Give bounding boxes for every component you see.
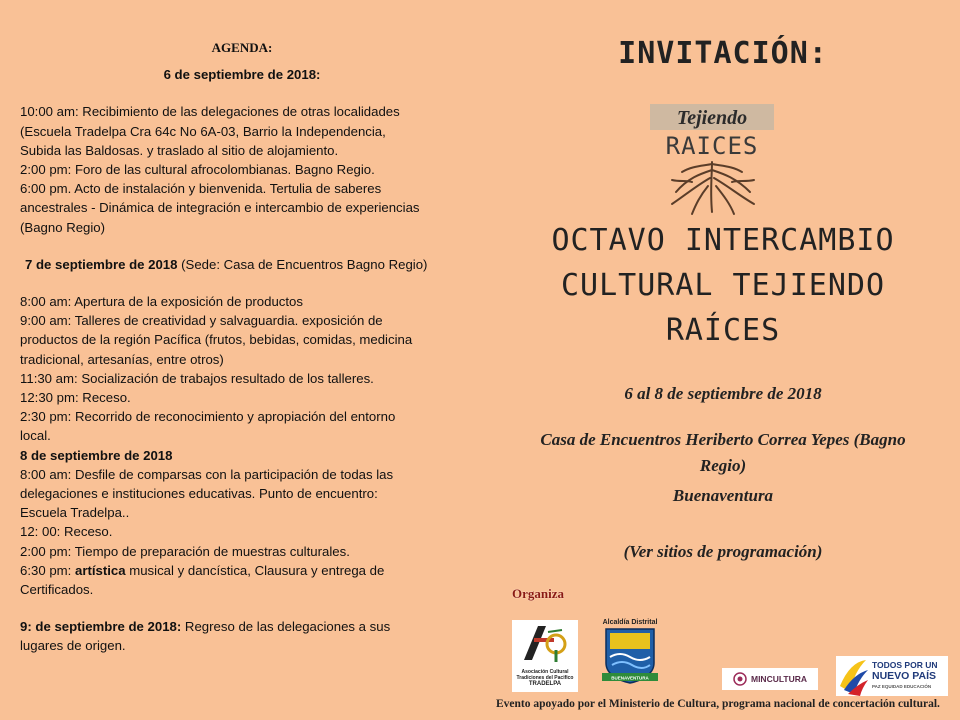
agenda-line: 10:00 am: Recibimiento de las delegaciones de otras localidades: [20, 104, 400, 120]
venue-line2: Regio): [699, 456, 747, 475]
agenda-line: 2:30 pm: Recorrido de reconocimiento y apropiación del entorno: [20, 409, 396, 425]
todos-line3: PAZ EQUIDAD EDUCACIÓN: [872, 684, 932, 689]
tejiendo-raices-logo: [642, 100, 782, 218]
agenda-line: 9:00 am: Talleres de creatividad y salvaguardia. exposición de: [20, 313, 383, 329]
logo-bottom-text: RAICES: [665, 132, 759, 160]
agenda-line: (Escuela Tradelpa Cra 64c No 6A-03, Barrio la Independencia,: [20, 123, 386, 139]
tradelpa-line: Asociación Cultural: [521, 669, 569, 675]
day4-heading: 9: de septiembre de 2018:: [20, 619, 182, 635]
tradelpa-line: TRADELPA: [528, 681, 562, 687]
agenda-line: 8:00 am: Desfile de comparsas con la participación de todas las: [20, 466, 394, 482]
day1-lines: [20, 102, 480, 236]
day3-heading: 8 de septiembre de 2018: [20, 447, 173, 463]
agenda-line: lugares de origen.: [20, 638, 126, 654]
agenda-line: 12: 00: Receso.: [20, 524, 113, 540]
tradelpa-logo: [512, 620, 578, 692]
event-city: Buenaventura: [672, 486, 774, 505]
invitation-title: INVITACIÓN:: [618, 36, 828, 71]
agenda-line: tradicional, artesanías, entre otros): [20, 351, 224, 367]
programming-note: (Ver sitios de programación): [623, 542, 823, 561]
logo-top-text: Tejiendo: [676, 107, 748, 129]
event-dates: 6 al 8 de septiembre de 2018: [624, 384, 822, 403]
agenda-line: 6:00 pm. Acto de instalación y bienvenida. Tertulia de saberes: [20, 181, 382, 197]
day2-lines: [20, 292, 480, 446]
event-title-line: CULTURAL TEJIENDO: [560, 268, 886, 303]
roots-icon: [672, 162, 754, 214]
tradelpa-emblem-icon: [512, 620, 578, 664]
alcaldia-logo: [600, 618, 660, 692]
alcaldia-sub: BUENAVENTURA: [611, 675, 649, 681]
day1-heading: 6 de septiembre de 2018:: [163, 67, 321, 83]
day3-lines: [20, 465, 480, 599]
organiza-label: Organiza: [512, 586, 564, 601]
agenda-line: ancestrales - Dinámica de integración e intercambio de experiencias: [20, 200, 420, 216]
event-title-line: OCTAVO INTERCAMBIO: [551, 223, 895, 258]
closing-rest: musical y dancística, Clausura y entrega de: [125, 562, 385, 578]
closing-bold: artística: [74, 562, 126, 578]
colombia-flag-swoosh-icon: [836, 656, 870, 696]
event-title-line: RAÍCES: [665, 313, 781, 348]
agenda-line: 2:00 pm: Tiempo de preparación de muestras culturales.: [20, 543, 350, 559]
agenda-line-closing: [20, 561, 480, 580]
alcaldia-label: Alcaldía Distrital: [602, 619, 658, 626]
agenda-line: Escuela Tradelpa..: [20, 505, 130, 521]
venue-line1: Casa de Encuentros Heriberto Correa Yepes (Bagno: [540, 430, 906, 449]
agenda-line: (Bagno Regio): [20, 219, 106, 235]
agenda-line: local.: [20, 428, 51, 444]
alcaldia-shield-icon: [600, 627, 660, 685]
day2-heading-row: [20, 255, 480, 274]
tradelpa-line: Tradiciones del Pacifico: [516, 675, 574, 681]
agenda-line: productos de la región Pacífica (frutos, bebidas, comidas, medicina: [20, 332, 413, 348]
event-title: [486, 218, 960, 353]
agenda-line: Subida las Baldosas. y traslado al sitio de alojamiento.: [20, 142, 339, 158]
mincultura-text: MINCULTURA: [750, 674, 808, 684]
agenda-line: 8:00 am: Apertura de la exposición de productos: [20, 294, 303, 310]
agenda-column: [20, 38, 480, 656]
mincultura-logo: [722, 668, 818, 690]
day2-heading: 7 de septiembre de 2018: [25, 256, 178, 272]
todos-line1: TODOS POR UN: [872, 660, 938, 670]
day4-row: [20, 617, 480, 636]
agenda-line: 11:30 am: Socialización de trabajos resultado de los talleres.: [20, 370, 374, 386]
day4-text: Regreso de las delegaciones a sus: [181, 619, 391, 635]
agenda-title: AGENDA:: [211, 40, 273, 55]
day2-heading-note: (Sede: Casa de Encuentros Bagno Regio): [177, 256, 428, 272]
agenda-line: 2:00 pm: Foro de las cultural afrocolombianas. Bagno Regio.: [20, 162, 375, 178]
todos-line2: NUEVO PAÍS: [872, 670, 936, 682]
todos-por-un-nuevo-pais-logo: [836, 656, 948, 696]
closing-time: 6:30 pm:: [20, 562, 75, 578]
agenda-line: 12:30 pm: Receso.: [20, 390, 131, 406]
footer-note: Evento apoyado por el Ministerio de Cultura, programa nacional de concertación cultural.: [496, 698, 940, 710]
colombia-seal-icon: [733, 672, 747, 686]
agenda-line: delegaciones e instituciones educativas. Punto de encuentro:: [20, 486, 378, 502]
agenda-line: Certificados.: [20, 582, 94, 598]
